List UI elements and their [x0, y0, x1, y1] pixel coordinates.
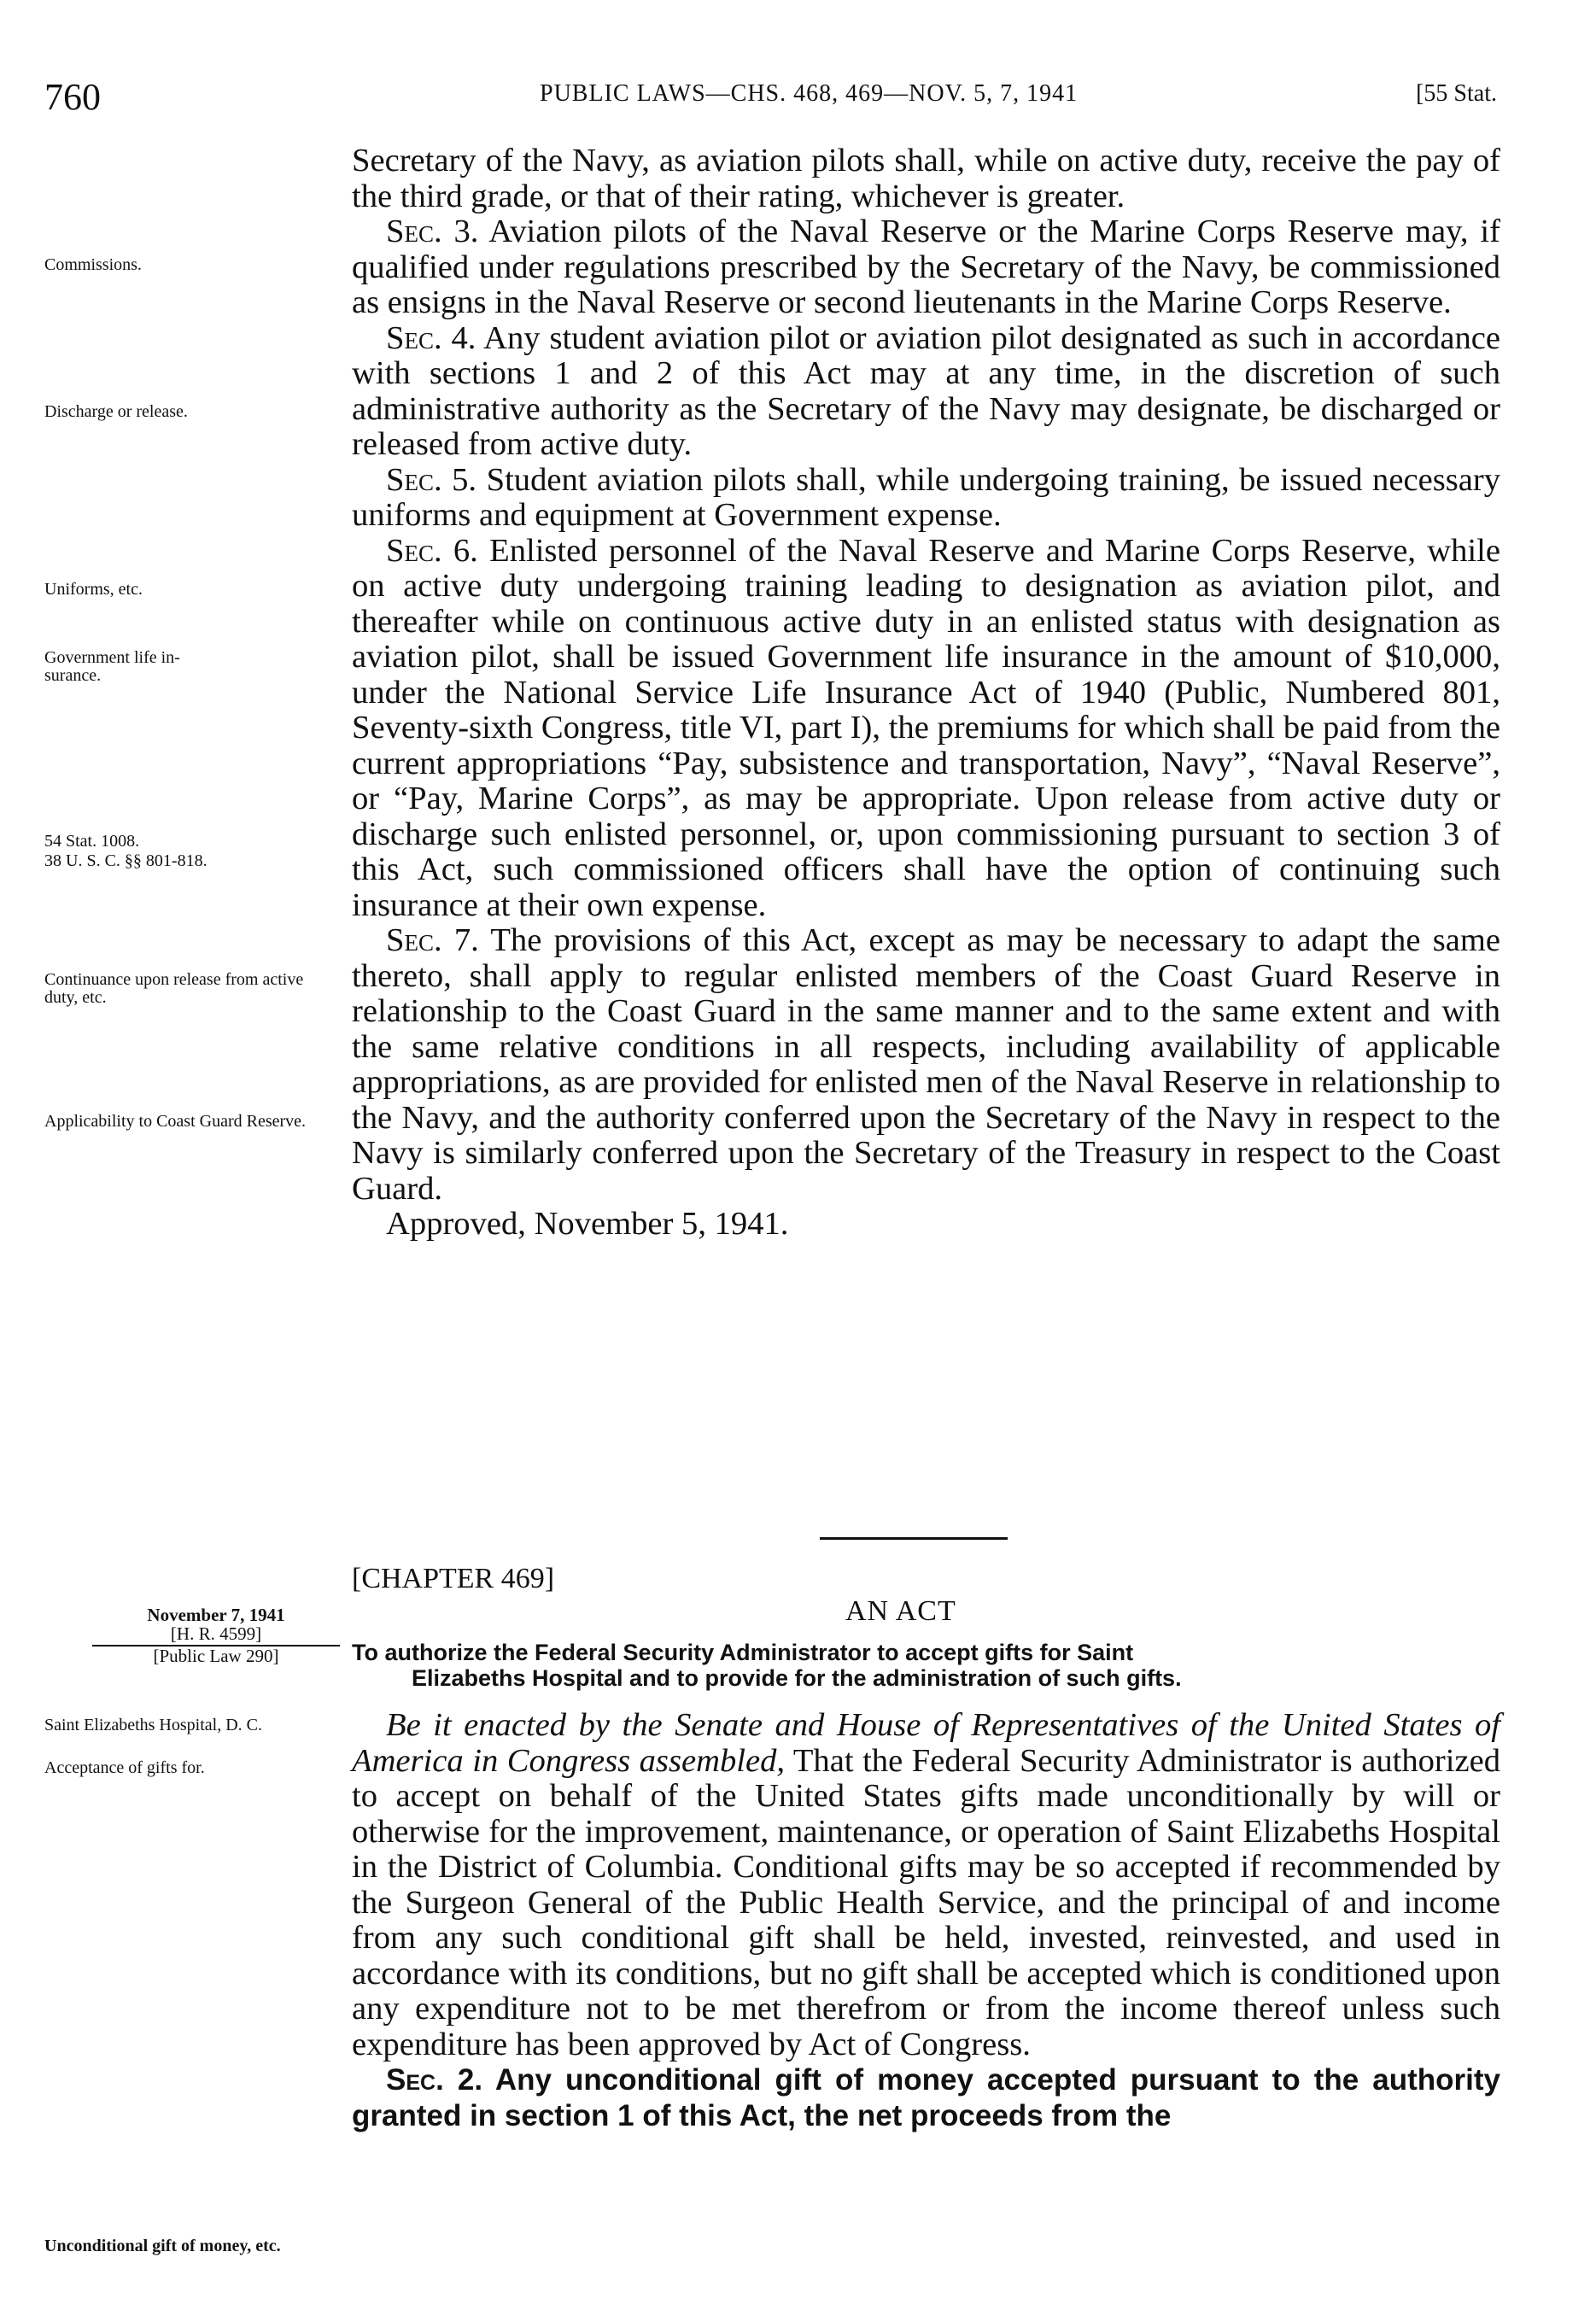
section-7-text: The provisions of this Act, except as may be necessary to adapt the same thereto, shall apply to regular enlisted members of the Coast Guard Reserve in relationship to the Coast Guard in the same manner and to the same extent and with the same relative conditions in all respects, including availability of applicable appropriations, as are provided for enlisted men of the Naval Reserve in relationship to the Navy, and the authority conferred upon the Secretary of the Navy in respect to the Navy is similarly conferred upon the Secretary of the Treasury in respect to the Coast Guard. [352, 922, 1500, 1207]
law-citation-box [92, 1606, 340, 1665]
section-5-text: Student aviation pilots shall, while undergoing training, be issued necessary uniforms and equipment at Government expense. [352, 461, 1500, 533]
section-7-label: Sec. 7. [386, 922, 479, 958]
section-1 [352, 1708, 1500, 2062]
section-3 [352, 214, 1500, 321]
section-5-label: Sec. 5. [386, 461, 477, 498]
body-text-top [352, 143, 1500, 1243]
section-4 [352, 321, 1500, 463]
section-2 [352, 2062, 1500, 2133]
section-4-label: Sec. 4. [386, 319, 476, 356]
margin-note-acceptance: Acceptance of gifts for. [44, 1758, 205, 1777]
section-7 [352, 923, 1500, 1207]
paragraph-continuation: Secretary of the Navy, as aviation pilots shall, while on active duty, receive the pay of the third grade, or that of their rating, whichever is greater. [352, 143, 1500, 214]
margin-note-commissions: Commissions. [44, 255, 142, 274]
purpose-line-2: Elizabeths Hospital and to provide for the administration of such gifts. [412, 1665, 1182, 1691]
bill-number: [H. R. 4599] [92, 1624, 340, 1646]
act-title: AN ACT [845, 1595, 956, 1627]
section-6-text: Enlisted personnel of the Naval Reserve and Marine Corps Reserve, while on active duty undergoing training leading to designation as aviation pilot, and thereafter while on continuous active duty in an enlisted status with designation as aviation pilot, shall be issued Government life insurance in the amount of $10,000, under the National Service Life Insurance Act of 1940 (Public, Numbered 801, Seventy-sixth Congress, title VI, part I), the premiums for which shall be paid from the current appropriations “Pay, subsistence and transportation, Navy”, “Naval Reserve”, or “Pay, Marine Corps”, as may be appropriate. Upon release from active duty or discharge such enlisted personnel, or, upon commissioning pursuant to section 3 of this Act, such commissioned officers shall have the option of continuing such insurance at their own expense. [352, 532, 1500, 923]
page-number: 760 [44, 76, 101, 118]
running-head: PUBLIC LAWS—CHS. 468, 469—NOV. 5, 7, 1941 [540, 80, 1079, 107]
act-date: November 7, 1941 [147, 1605, 285, 1625]
section-5 [352, 463, 1500, 534]
margin-note-uniforms: Uniforms, etc. [44, 580, 143, 599]
margin-note-discharge: Discharge or release. [44, 402, 188, 421]
section-3-text: Aviation pilots of the Naval Reserve or the Marine Corps Reserve may, if qualified under regulations prescribed by the Secretary of the Navy, be commissioned as ensigns in the Naval Reserve or second lieutenants in the Marine Corps Reserve. [352, 213, 1500, 320]
margin-note-stat-ref-1: 54 Stat. 1008. [44, 832, 140, 851]
approval-line: Approved, November 5, 1941. [386, 1206, 789, 1242]
statute-reference: [55 Stat. [1416, 80, 1497, 107]
section-4-text: Any student aviation pilot or aviation pilot designated as such in accordance with sections 1 and 2 of this Act may at any time, in the discretion of such administrative authority as the Secretary of the Navy may designate, be discharged or released from active duty. [352, 319, 1501, 462]
page-header [0, 75, 1596, 126]
section-divider [820, 1537, 1008, 1540]
margin-note-unconditional: Unconditional gift of money, etc. [44, 2237, 281, 2255]
section-6 [352, 534, 1500, 924]
chapter-label: [CHAPTER 469] [352, 1563, 555, 1594]
section-2-text: Any unconditional gift of money accepted pursuant to the authority granted in section 1 of this Act, the net proceeds from the [352, 2063, 1500, 2132]
margin-note-insurance: Government life in-surance. [44, 648, 180, 685]
margin-note-saint-elizabeths: Saint Elizabeths Hospital, D. C. [44, 1716, 262, 1734]
section-1-text: That the Federal Security Administrator is authorized to accept on behalf of the United States gifts made unconditionally by will or otherwise for the improvement, maintenance, or operation of Saint Elizabeths Hospital in the District of Columbia. Conditional gifts may be so accepted if recommended by the Surgeon General of the Public Health Service, and the principal of and income from any such conditional gift shall be held, invested, reinvested, and used in accordance with its conditions, but no gift shall be accepted which is conditioned upon any expenditure not to be met therefrom or from the income thereof unless such expenditure has been approved by Act of Congress. [352, 1742, 1501, 2062]
section-2-label: Sec. 2. [386, 2063, 483, 2097]
enacting-clause: Be it enacted by the Senate and House of Representatives of the United States of America in Congress assembled, [352, 1707, 1500, 1779]
margin-note-applicability: Applicability to Coast Guard Reserve. [44, 1112, 307, 1131]
body-text-bottom [352, 1708, 1500, 2133]
section-6-label: Sec. 6. [386, 532, 478, 569]
section-3-label: Sec. 3. [386, 213, 479, 249]
margin-note-stat-ref-2: 38 U. S. C. §§ 801-818. [44, 851, 208, 870]
margin-note-continuance: Continuance upon release from active duty, etc. [44, 970, 304, 1007]
public-law-number: [Public Law 290] [153, 1646, 279, 1666]
act-purpose [352, 1640, 1500, 1691]
purpose-line-1: To authorize the Federal Security Administrator to accept gifts for Saint [352, 1640, 1134, 1665]
